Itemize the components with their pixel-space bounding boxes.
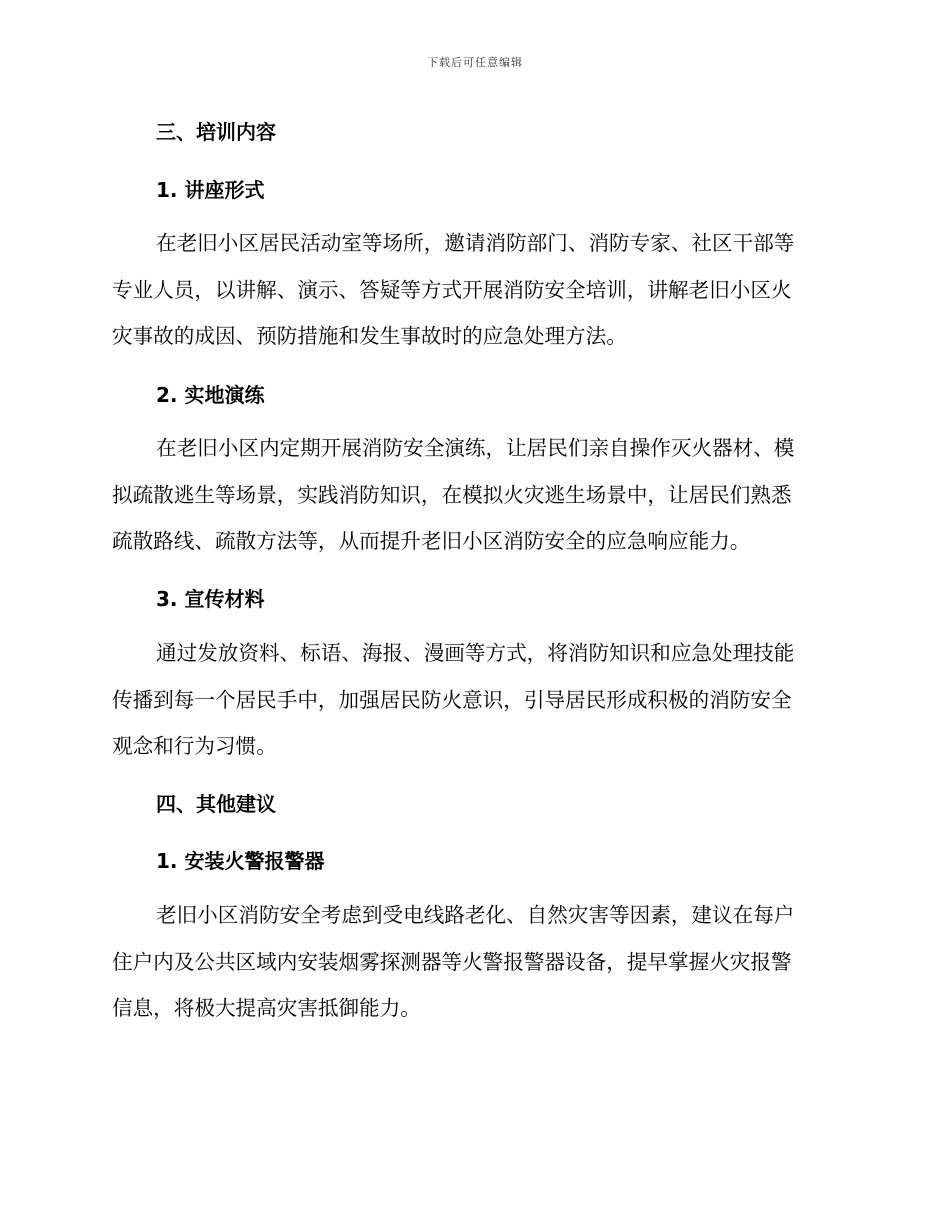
paragraph-line: 在老旧小区内定期开展消防安全演练，让居民们亲自操作灭火器材、模: [156, 436, 795, 460]
paragraph-line: 专业人员，以讲解、演示、答疑等方式开展消防安全培训，讲解老旧小区火: [112, 277, 792, 302]
subheading-lecture-format: 1. 讲座形式: [156, 178, 265, 202]
paragraph-field-drill: [112, 425, 832, 565]
subheading-publicity-materials: 3. 宣传材料: [156, 587, 265, 611]
paragraph-line: 观念和行为习惯。: [112, 734, 277, 758]
paragraph-line: 在老旧小区居民活动室等场所，邀请消防部门、消防专家、社区干部等: [156, 231, 795, 255]
paragraph-line: 灾事故的成因、预防措施和发生事故时的应急处理方法。: [112, 324, 627, 348]
paragraph-line: 老旧小区消防安全考虑到受电线路老化、自然灾害等因素，建议在每户: [156, 903, 795, 927]
paragraph-line: 传播到每一个居民手中，加强居民防火意识，引导居民形成积极的消防安全: [112, 687, 792, 712]
paragraph-line: 住户内及公共区域内安装烟雾探测器等火警报警器设备，提早掌握火灾报警: [112, 949, 792, 974]
section-heading-other-suggestions: 四、其他建议: [156, 792, 276, 816]
section-heading-training-content: 三、培训内容: [156, 120, 276, 144]
paragraph-line: 通过发放资料、标语、海报、漫画等方式，将消防知识和应急处理技能: [156, 641, 795, 665]
page-header-note: 下载后可任意编辑: [427, 56, 523, 69]
paragraph-install-fire-alarm: [112, 892, 832, 1032]
paragraph-line: 疏散路线、疏散方法等，从而提升老旧小区消防安全的应急响应能力。: [112, 529, 751, 553]
paragraph-publicity-materials: [112, 630, 832, 770]
subheading-field-drill: 2. 实地演练: [156, 383, 265, 407]
subheading-install-fire-alarm: 1. 安装火警报警器: [156, 849, 325, 873]
paragraph-lecture-format: [112, 220, 832, 360]
paragraph-line: 拟疏散逃生等场景，实践消防知识，在模拟火灾逃生场景中，让居民们熟悉: [112, 482, 792, 507]
paragraph-line: 信息，将极大提高灾害抵御能力。: [112, 996, 421, 1020]
